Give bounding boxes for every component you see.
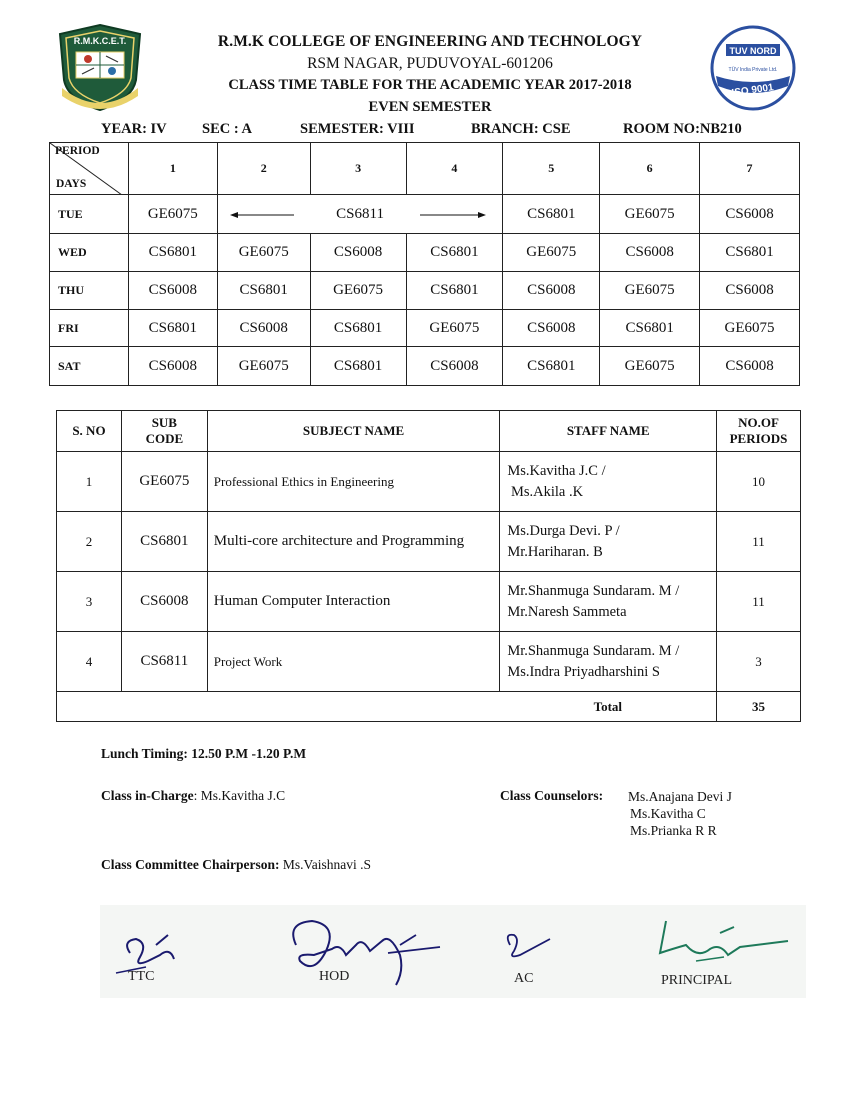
timetable-row: [50, 234, 800, 272]
college-logo: [52, 22, 148, 112]
tuv-subtitle: TÜV India Private Ltd.: [728, 67, 778, 73]
ttc-label: TTC: [128, 969, 155, 984]
timetable-cell: GE6075: [700, 310, 800, 347]
period-number: 2: [217, 143, 310, 195]
logo-text: R.M.K.C.E.T.: [73, 36, 127, 46]
lunch-timing: [101, 746, 306, 762]
day-label: FRI: [50, 310, 129, 347]
period-number: 4: [406, 143, 503, 195]
counselor-name: Ms.Kavitha C: [630, 806, 706, 821]
hod-label: HOD: [319, 969, 350, 984]
ttc-signature: [127, 935, 174, 963]
timetable-cell: CS6008: [406, 347, 503, 386]
staff-names: [500, 512, 717, 572]
timetable-cell: CS6801: [128, 234, 217, 272]
subcode-header-line2: CODE: [145, 431, 184, 446]
timetable-cell: GE6075: [217, 347, 310, 386]
total-label: Total: [57, 692, 717, 722]
day-label: SAT: [50, 347, 129, 386]
committee-chairperson: [101, 857, 371, 873]
subject-sno: 4: [57, 632, 122, 692]
timetable-row: [50, 272, 800, 310]
semester-type: EVEN SEMESTER: [368, 99, 492, 115]
subject-sno: 1: [57, 452, 122, 512]
subject-code: GE6075: [121, 452, 207, 512]
subject-sno: 3: [57, 572, 122, 632]
subject-periods: 3: [717, 632, 801, 692]
timetable-cell: CS6008: [503, 310, 600, 347]
subcode-header: [121, 411, 207, 452]
year-label: YEAR: IV: [101, 121, 167, 137]
timetable-cell: CS6811: [336, 205, 384, 222]
timetable-cell: CS6801: [503, 347, 600, 386]
timetable-cell: GE6075: [310, 272, 406, 310]
staff-name-1: Mr.Shanmuga Sundaram. M /: [507, 642, 680, 659]
timetable-cell: GE6075: [600, 347, 700, 386]
staff-name-1: Ms.Durga Devi. P /: [507, 522, 620, 539]
timetable-cell: CS6801: [406, 272, 503, 310]
chair-label: Class Committee Chairperson:: [101, 857, 280, 872]
timetable-grid: [49, 142, 800, 386]
subcode-header-line1: SUB: [151, 415, 177, 430]
period-number: 6: [600, 143, 700, 195]
timetable-cell: CS6008: [700, 195, 800, 234]
timetable-cell: CS6801: [600, 310, 700, 347]
subject-sno: 2: [57, 512, 122, 572]
timetable-cell: CS6008: [128, 272, 217, 310]
staff-name-2: Mr.Naresh Sammeta: [507, 603, 627, 620]
subject-code: CS6008: [121, 572, 207, 632]
timetable-cell: CS6008: [503, 272, 600, 310]
subject-name: Human Computer Interaction: [207, 572, 500, 632]
staff-names: [500, 572, 717, 632]
total-value: 35: [717, 692, 801, 722]
counselors-list: [628, 788, 732, 839]
subject-periods: 11: [717, 572, 801, 632]
timetable-cell: GE6075: [600, 272, 700, 310]
staff-name-header: STAFF NAME: [500, 411, 717, 452]
period-number: 3: [310, 143, 406, 195]
principal-label: PRINCIPAL: [661, 973, 733, 988]
periods-header-line1: NO.OF: [738, 415, 779, 430]
staff-name-1: Ms.Kavitha J.C /: [507, 462, 606, 479]
staff-name-1: Mr.Shanmuga Sundaram. M /: [507, 582, 680, 599]
subject-row: [57, 452, 801, 512]
timetable-cell: GE6075: [406, 310, 503, 347]
counselors-label: Class Counselors:: [500, 788, 604, 803]
subjects-table: [56, 410, 801, 722]
timetable-cell: CS6008: [700, 347, 800, 386]
section-label: SEC : A: [202, 121, 252, 137]
staff-name-2: Ms.Akila .K: [507, 483, 584, 500]
period-days-corner: [50, 143, 129, 195]
subject-periods: 10: [717, 452, 801, 512]
incharge-value: : Ms.Kavitha J.C: [193, 788, 286, 803]
subject-periods: 11: [717, 512, 801, 572]
class-info-row: [0, 121, 850, 141]
timetable-cell: GE6075: [600, 195, 700, 234]
timetable-header-row: [50, 143, 800, 195]
timetable-title: CLASS TIME TABLE FOR THE ACADEMIC YEAR 2017-2018: [228, 77, 632, 93]
timetable-cell: GE6075: [128, 195, 217, 234]
subject-row: [57, 632, 801, 692]
subject-name: Professional Ethics in Engineering: [207, 452, 500, 512]
period-number: 7: [700, 143, 800, 195]
room-label: ROOM NO:NB210: [623, 121, 742, 137]
day-label: WED: [50, 234, 129, 272]
timetable-cell: CS6008: [217, 310, 310, 347]
signature-band: [100, 905, 806, 998]
days-label: DAYS: [56, 178, 87, 190]
timetable-cell: CS6801: [700, 234, 800, 272]
staff-name-2: Ms.Indra Priyadharshini S: [507, 663, 660, 680]
subject-name: Multi-core architecture and Programming: [207, 512, 500, 572]
subject-row: [57, 512, 801, 572]
timetable-cell: CS6008: [310, 234, 406, 272]
period-number: 1: [128, 143, 217, 195]
period-label: PERIOD: [55, 145, 100, 157]
subject-row: [57, 572, 801, 632]
ac-label: AC: [514, 971, 534, 986]
chair-value: Ms.Vaishnavi .S: [282, 857, 371, 872]
timetable-cell: GE6075: [503, 234, 600, 272]
branch-label: BRANCH: CSE: [471, 121, 571, 137]
timetable-cell: CS6008: [128, 347, 217, 386]
tuv-logo-text: TUV NORD: [729, 46, 777, 56]
day-label: TUE: [50, 195, 129, 234]
subject-code: CS6811: [121, 632, 207, 692]
lunch-value: 12.50 P.M -1.20 P.M: [191, 746, 307, 761]
day-label: THU: [50, 272, 129, 310]
incharge-label: Class in-Charge: [101, 788, 194, 803]
total-row: [57, 692, 801, 722]
timetable-cell: CS6801: [406, 234, 503, 272]
subject-code: CS6801: [121, 512, 207, 572]
periods-header-line2: PERIODS: [729, 431, 788, 446]
timetable-cell: CS6008: [600, 234, 700, 272]
counselor-name: Ms.Prianka R R: [630, 823, 717, 838]
subject-name-header: SUBJECT NAME: [207, 411, 500, 452]
timetable-row: [50, 310, 800, 347]
timetable-row: [50, 347, 800, 386]
timetable-cell: CS6008: [700, 272, 800, 310]
principal-signature: [660, 921, 788, 955]
timetable-cell: CS6801: [310, 310, 406, 347]
staff-name-2: Mr.Hariharan. B: [507, 543, 603, 560]
ac-signature: [508, 935, 550, 957]
college-address: RSM NAGAR, PUDUVOYAL-601206: [307, 55, 553, 72]
timetable-cell: CS6801: [503, 195, 600, 234]
timetable-cell: CS6801: [128, 310, 217, 347]
timetable-row-tue: [50, 195, 800, 234]
staff-names: [500, 452, 717, 512]
counselor-name: Ms.Anajana Devi J: [628, 789, 732, 804]
iso-text: ISO 9001: [730, 82, 775, 99]
semester-label: SEMESTER: VIII: [300, 121, 415, 137]
iso-certification-logo: [706, 24, 800, 112]
college-name: R.M.K COLLEGE OF ENGINEERING AND TECHNOLOGY: [217, 33, 643, 50]
timetable-cell: CS6801: [310, 347, 406, 386]
timetable-cell: CS6801: [217, 272, 310, 310]
subject-name: Project Work: [207, 632, 500, 692]
staff-names: [500, 632, 717, 692]
sno-header: S. NO: [57, 411, 122, 452]
timetable-merged-cell: [217, 195, 503, 234]
subjects-header-row: [57, 411, 801, 452]
period-number: 5: [503, 143, 600, 195]
class-incharge: [101, 788, 285, 804]
timetable-cell: GE6075: [217, 234, 310, 272]
lunch-label: Lunch Timing:: [101, 746, 188, 761]
periods-header: [717, 411, 801, 452]
